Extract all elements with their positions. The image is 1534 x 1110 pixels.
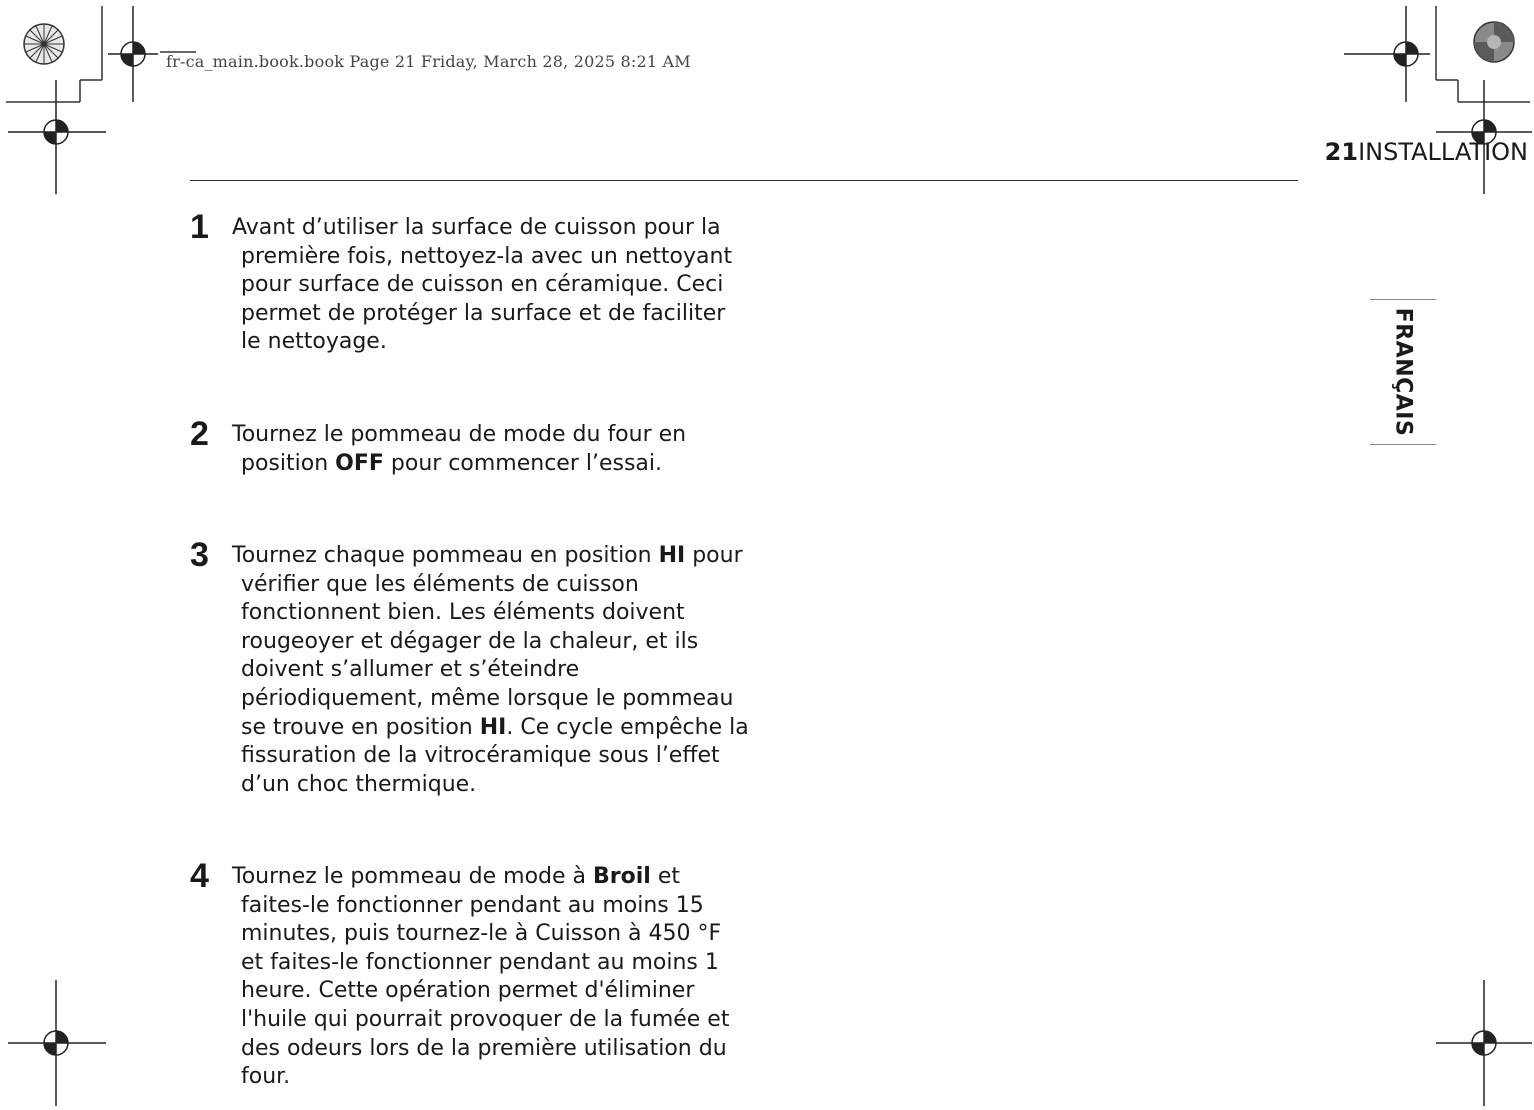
step-1 — [190, 208, 750, 357]
bold-term: OFF — [335, 450, 384, 476]
step-number: 3 — [190, 536, 209, 574]
bold-term: HI — [479, 714, 507, 740]
step-3 — [190, 536, 750, 799]
step-number: 2 — [190, 415, 209, 453]
step-text: Tournez le pommeau de mode à Broil et faites-le fonctionner pendant au moins 15 minutes, puis tournez-le à Cuisson à 450 °F et faites-le fonctionner pendant au moins 1 heure. Cette opération permet d'éliminer l'huile qui pourrait provoquer de la fumée et des odeurs lors de la première utilisation du four. — [232, 864, 730, 1090]
bold-term: HI — [658, 543, 686, 568]
page-number: 21 — [1324, 138, 1359, 166]
starburst-target-icon — [24, 24, 64, 64]
step-number: 4 — [190, 857, 209, 895]
step-4 — [190, 857, 750, 1092]
page-heading — [1325, 138, 1528, 166]
step-2 — [190, 415, 750, 478]
step-number: 1 — [190, 208, 209, 246]
color-target-icon — [1474, 22, 1514, 62]
heading-rule — [190, 180, 1298, 181]
step-text: Tournez le pommeau de mode du four en position OFF pour commencer l’essai. — [232, 422, 687, 476]
print-header: fr-ca_main.book.book Page 21 Friday, March 28, 2025 8:21 AM — [166, 52, 691, 71]
language-tab-label: FRANÇAIS — [1390, 307, 1416, 437]
section-title: INSTALLATION — [1358, 138, 1528, 166]
step-text: Avant d’utiliser la surface de cuisson pour la première fois, nettoyez-la avec un nettoyant pour surface de cuisson en céramique. Ceci permet de protéger la surface et de faciliter le nettoyage. — [232, 215, 733, 355]
step-text: Tournez chaque pommeau en position HI pour vérifier que les éléments de cuisson fonctionnent bien. Les éléments doivent rougeoyer et dégager de la chaleur, et ils doivent s’allumer et s’éteindre périodiquement, même lorsque le pommeau se trouve en position HI. Ce cycle empêche la fissuration de la vitrocéramique sous l’effet d’un choc thermique. — [232, 543, 749, 797]
language-tab — [1370, 299, 1436, 445]
bold-term: Broil — [593, 864, 651, 889]
